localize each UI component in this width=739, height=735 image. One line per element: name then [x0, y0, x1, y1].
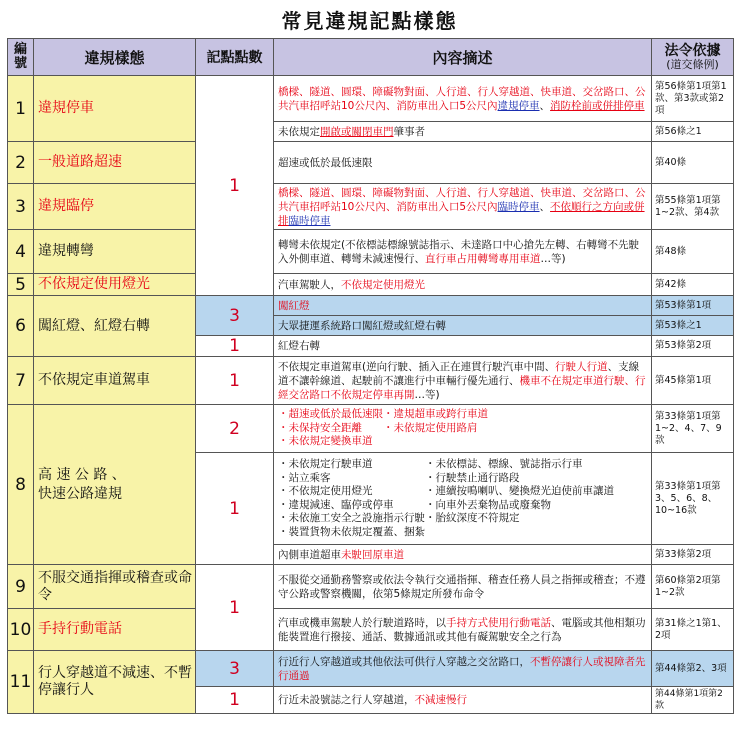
law-reference: 第56條第1項第1款、第3款或第2項 [652, 76, 734, 122]
points-value: 3 [196, 296, 274, 336]
header-description: 內容摘述 [274, 39, 652, 76]
table-row [8, 274, 734, 296]
description: 內側車道超車未駛回原車道 [274, 545, 652, 565]
violation-name: 行人穿越道不減速、不暫停讓行人 [34, 651, 196, 714]
points-value: 1 [196, 565, 274, 651]
law-reference: 第40條 [652, 142, 734, 184]
list-item: ・未依施工安全之設施指示行駛 [278, 512, 425, 524]
law-reference: 第42條 [652, 274, 734, 296]
description: 不依規定車道駕車(逆向行駛、插入正在連貫行駛汽車中間、行駛人行道、支線道不讓幹線道、起駛前不讓進行中車輛行優先通行、機車不在規定車道行駛、行經交岔路口不依規定停車再開…等) [274, 357, 652, 405]
description: 不服從交通勤務警察或依法令執行交通指揮、稽查任務人員之指揮或稽查；不遵守公路或警察機關，依第5條規定所發布命令 [274, 565, 652, 609]
description: 汽車駕駛人，不依規定使用燈光 [274, 274, 652, 296]
law-reference: 第48條 [652, 230, 734, 274]
violation-name: 不依規定車道駕車 [34, 357, 196, 405]
list-left [278, 408, 383, 449]
header-violation: 違規樣態 [34, 39, 196, 76]
description [274, 405, 652, 453]
law-reference: 第60條第2項第1~2款 [652, 565, 734, 609]
list-item: ・未保持安全距離 [278, 421, 362, 434]
header-row [8, 39, 734, 76]
law-reference: 第56條之1 [652, 122, 734, 142]
law-reference: 第55條第1項第1~2款、第4款 [652, 184, 734, 230]
list-item: ・違規超車或跨行車道 [383, 408, 488, 421]
law-reference: 第33條第1項第3、5、6、8、10~16款 [652, 453, 734, 545]
list-item: ・未依規定變換車道 [278, 435, 373, 448]
law-reference: 第45條第1項 [652, 357, 734, 405]
row-number: 3 [8, 184, 34, 230]
table-row [8, 651, 734, 687]
table-row [8, 405, 734, 453]
list-item: ・裝置貨物未依規定覆蓋、捆紮 [278, 525, 425, 538]
list-item: ・違規減速、臨停或停車 [278, 498, 394, 511]
header-law-title: 法令依據 [664, 42, 721, 59]
row-number: 4 [8, 230, 34, 274]
violation-name: 一般道路超速 [34, 142, 196, 184]
list-item: ・未依規定行駛車道 [278, 458, 373, 470]
law-reference: 第53條第2項 [652, 336, 734, 357]
law-reference: 第33條第2項 [652, 545, 734, 565]
row-number: 2 [8, 142, 34, 184]
row-number: 10 [8, 609, 34, 651]
row-number: 9 [8, 565, 34, 609]
description [274, 453, 652, 545]
row-number: 8 [8, 405, 34, 565]
description: 紅燈右轉 [274, 336, 652, 357]
description: 汽車或機車駕駛人於行駛道路時，以手持方式使用行動電話、電腦或其他相類功能裝置進行撥接、通話、數據通訊或其他有礙駕駛安全之行為 [274, 609, 652, 651]
description: 未依規定開啟或關閉車門肇事者 [274, 122, 652, 142]
description: 超速或低於最低速限 [274, 142, 652, 184]
list-item: ・不依規定使用燈光 [278, 485, 373, 497]
points-value: 1 [196, 453, 274, 565]
header-law-sub: (道交條例) [666, 57, 719, 71]
list-left [278, 458, 425, 539]
violation-name: 違規轉彎 [34, 230, 196, 274]
table-row [8, 609, 734, 651]
table-row [8, 142, 734, 184]
description: 行近行人穿越道或其他依法可供行人穿越之交岔路口，不暫停讓行人或視障者先行通過 [274, 651, 652, 687]
table-row [8, 357, 734, 405]
law-reference: 第33條第1項第1~2、4、7、9款 [652, 405, 734, 453]
description: 行近未設號誌之行人穿越道，不減速慢行 [274, 687, 652, 714]
header-points: 記點點數 [196, 39, 274, 76]
law-reference: 第53條之1 [652, 316, 734, 336]
list-item: ・未依規定使用路肩 [383, 421, 478, 434]
points-value: 1 [196, 357, 274, 405]
violation-name: 不依規定使用燈光 [34, 274, 196, 296]
points-value: 1 [196, 76, 274, 296]
law-reference: 第31條之1第1、2項 [652, 609, 734, 651]
violation-name: 闖紅燈、紅燈右轉 [34, 296, 196, 357]
row-number: 1 [8, 76, 34, 142]
description: 橋樑、隧道、圓環、障礙物對面、人行道、行人穿越道、快車道、交岔路口、公共汽車招呼站10公尺內、消防車出入口5公尺內違規停車、消防栓前或併排停車 [274, 76, 652, 122]
violation-name: 違規臨停 [34, 184, 196, 230]
violation-table [7, 38, 734, 296]
row-number: 6 [8, 296, 34, 357]
law-reference: 第44條第2、3項 [652, 651, 734, 687]
page-title: 常見違規記點樣態 [281, 9, 458, 33]
law-reference: 第44條第1項第2款 [652, 687, 734, 714]
violation-name: 手持行動電話 [34, 609, 196, 651]
row-number: 5 [8, 274, 34, 296]
table-row [8, 184, 734, 230]
list-right [383, 408, 488, 449]
list-item: ・未依標誌、標線、號誌指示行車 [425, 458, 583, 470]
violation-name: 不服交通指揮或稽查或命令 [34, 565, 196, 609]
list-item: ・行駛禁止通行路段 [425, 471, 520, 484]
table-row [8, 76, 734, 122]
table-row [8, 230, 734, 274]
points-value: 2 [196, 405, 274, 453]
list-item: ・連續按鳴喇叭、變換燈光迫使前車讓道 [425, 485, 614, 497]
violation-table-lower [7, 295, 734, 714]
law-reference: 第53條第1項 [652, 296, 734, 316]
row-number: 11 [8, 651, 34, 714]
table-row [8, 296, 734, 316]
list-right [425, 458, 614, 539]
points-value: 1 [196, 336, 274, 357]
header-law [652, 39, 734, 76]
description: 闖紅燈 [274, 296, 652, 316]
list-item: ・胎紋深度不符規定 [425, 512, 520, 524]
violation-name: 違規停車 [34, 76, 196, 142]
description: 轉彎未依規定(不依標誌標線號誌指示、未達路口中心搶先左轉、右轉彎不先駛入外側車道、轉彎未減速慢行、直行車占用轉彎專用車道…等) [274, 230, 652, 274]
header-num: 編號 [8, 39, 34, 76]
points-value: 1 [196, 687, 274, 714]
description: 大眾捷運系統路口闖紅燈或紅燈右轉 [274, 316, 652, 336]
list-item: ・站立乘客 [278, 471, 331, 484]
description: 橋樑、隧道、圓環、障礙物對面、人行道、行人穿越道、快車道、交岔路口、公共汽車招呼站10公尺內、消防車出入口5公尺內臨時停車、不依順行之方向或併排臨時停車 [274, 184, 652, 230]
points-value: 3 [196, 651, 274, 687]
table-row [8, 565, 734, 609]
list-item: ・向車外丟棄物品或廢棄物 [425, 498, 551, 511]
row-number: 7 [8, 357, 34, 405]
violation-name: 高 速 公 路 、 快速公路違規 [34, 405, 196, 565]
list-item: ・超速或低於最低速限 [278, 408, 383, 421]
